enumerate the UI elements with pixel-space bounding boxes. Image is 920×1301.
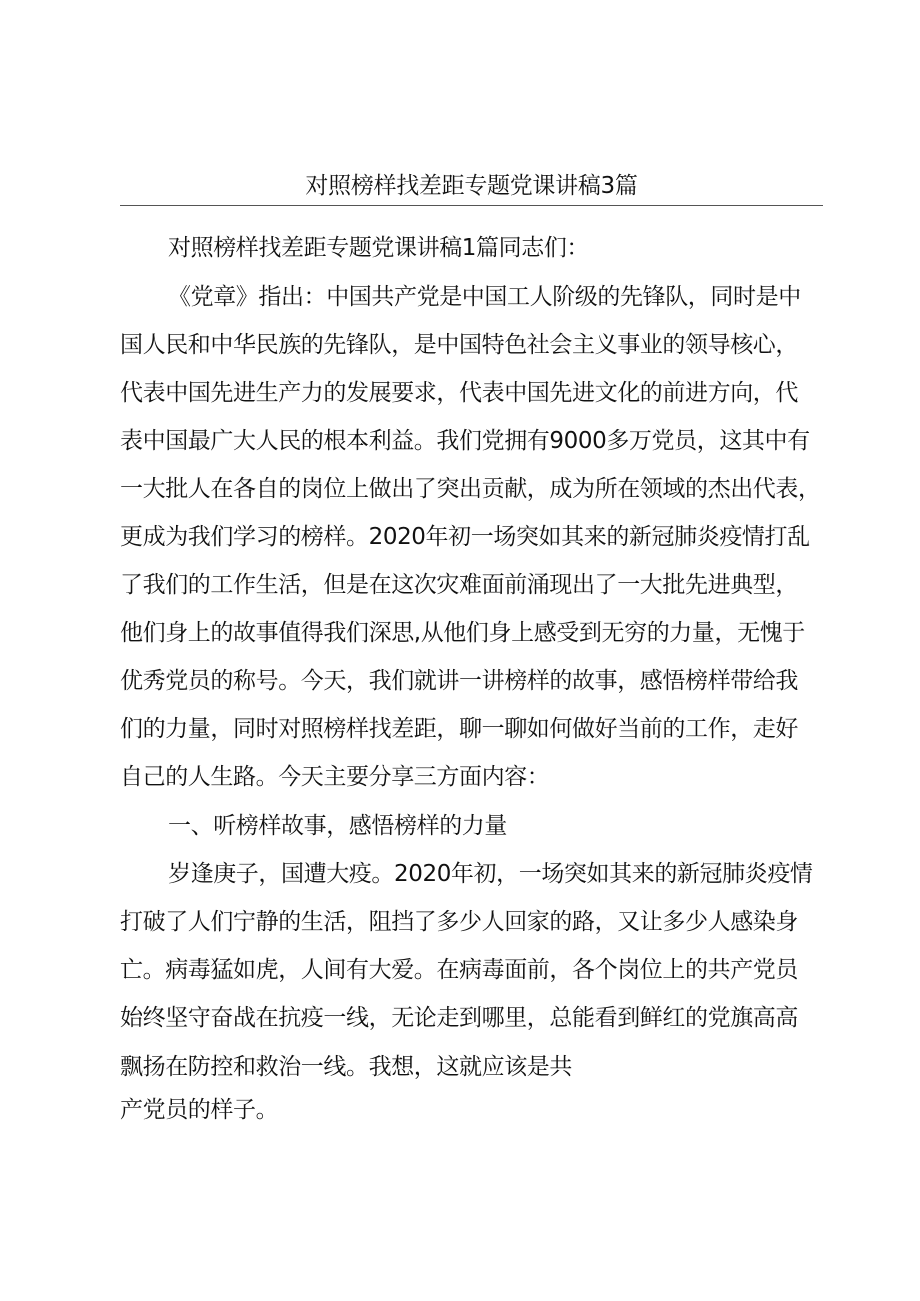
text-line: 优秀党员的称号。今天，我们就讲一讲榜样的故事，感悟榜样带给我 <box>120 668 799 694</box>
text-line: 始终坚守奋战在抗疫一线，无论走到哪里，总能看到鲜红的党旗高高 <box>120 1005 799 1031</box>
text-line: 一大批人在各自的岗位上做出了突出贡献，成为所在领域的杰出代表， <box>120 476 821 502</box>
text-line: 了我们的工作生活，但是在这次灾难面前涌现出了一大批先进典型， <box>120 572 799 598</box>
text-line: 自己的人生路。今天主要分享三方面内容： <box>120 764 550 790</box>
text-line: 产党员的样子。 <box>120 1097 279 1123</box>
text-line: 岁逢庚子，国遭大疫。2020年初，一场突如其来的新冠肺炎疫情 <box>168 861 813 887</box>
text-line: 更成为我们学习的榜样。2020年初一场突如其来的新冠肺炎疫情打乱 <box>120 524 810 550</box>
title-underline <box>120 205 823 206</box>
text-line: 《党章》指出：中国共产党是中国工人阶级的先锋队，同时是中 <box>168 284 801 310</box>
text-line: 国人民和中华民族的先锋队，是中国特色社会主义事业的领导核心， <box>120 332 799 358</box>
text-line: 对照榜样找差距专题党课讲稿1篇同志们： <box>168 235 590 261</box>
text-line: 代表中国先进生产力的发展要求，代表中国先进文化的前进方向，代 <box>120 380 799 406</box>
text-line: 们的力量，同时对照榜样找差距，聊一聊如何做好当前的工作，走好 <box>120 716 799 742</box>
section-heading: 一、听榜样故事，感悟榜样的力量 <box>168 813 508 839</box>
text-line: 打破了人们宁静的生活，阻挡了多少人回家的路，又让多少人感染身 <box>120 909 799 935</box>
document-title: 对照榜样找差距专题党课讲稿3篇 <box>305 173 638 199</box>
text-line: 飘扬在防控和救治一线。我想，这就应该是共 <box>120 1054 573 1080</box>
text-line: 亡。病毒猛如虎，人间有大爱。在病毒面前，各个岗位上的共产党员 <box>120 957 799 983</box>
text-line: 他们身上的故事值得我们深思,从他们身上感受到无穷的力量，无愧于 <box>120 620 805 646</box>
text-line: 表中国最广大人民的根本利益。我们党拥有9000多万党员，这其中有 <box>120 428 810 454</box>
